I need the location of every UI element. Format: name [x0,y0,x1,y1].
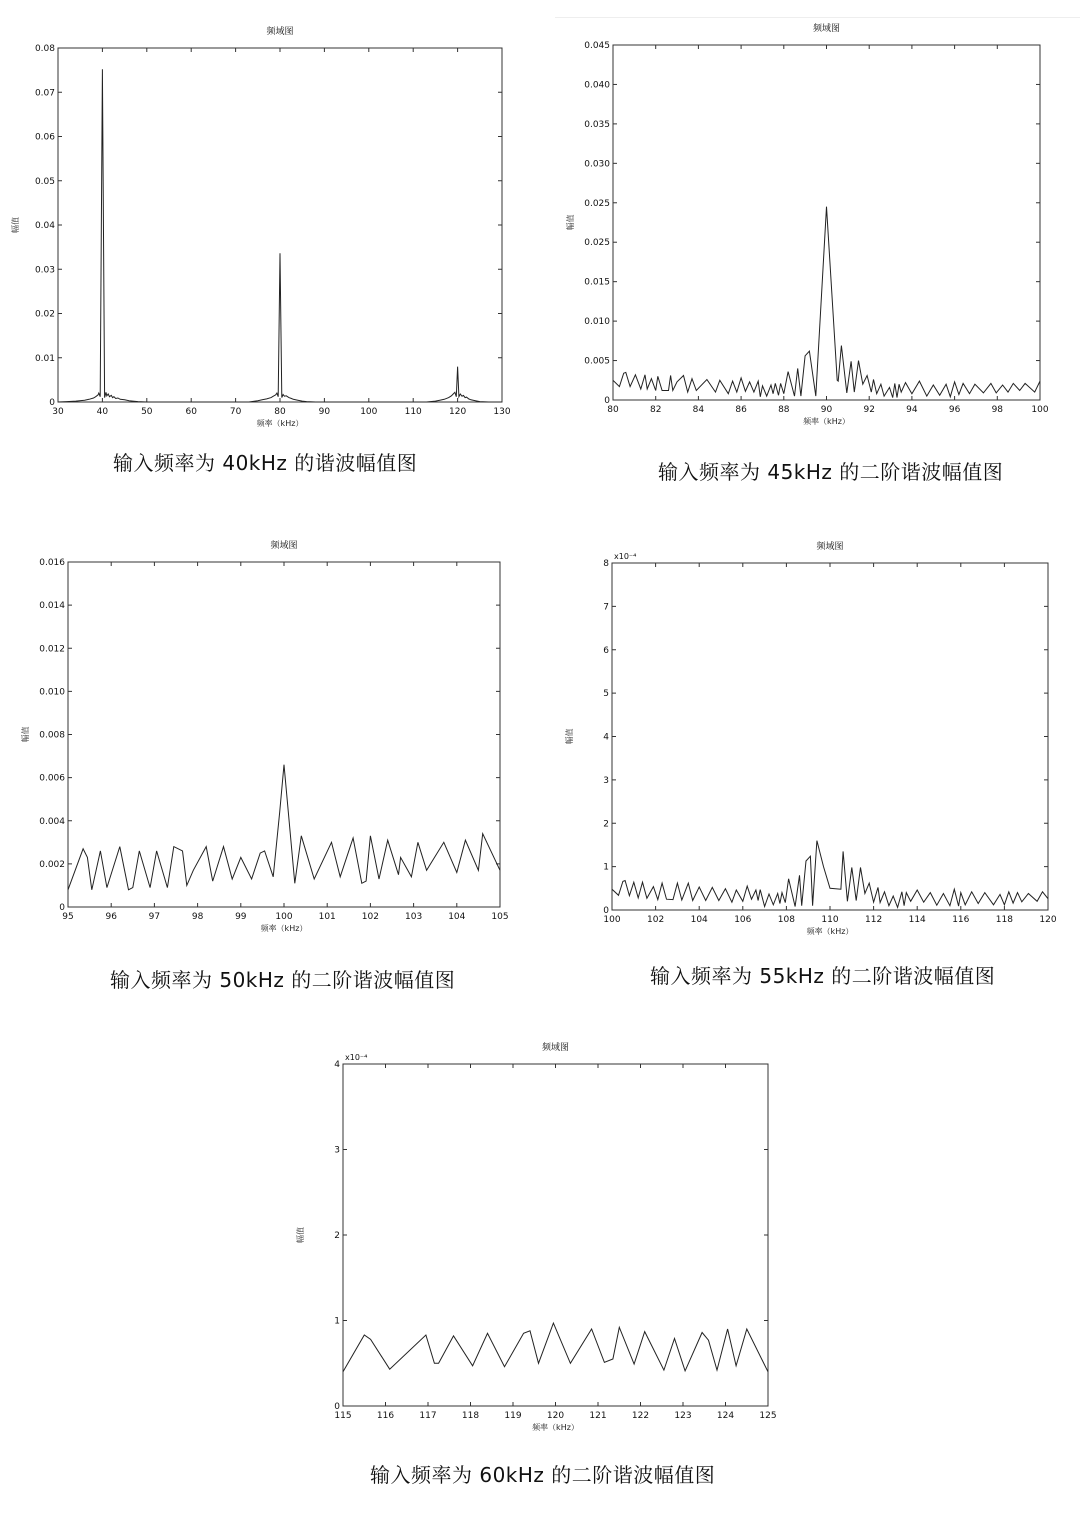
figure-caption: 输入频率为 55kHz 的二阶谐波幅值图 [650,964,996,988]
x-tick-label: 105 [491,912,509,922]
y-axis-label: 幅值 [21,726,30,743]
y-tick-label: 0.002 [39,859,65,870]
x-tick-label: 120 [449,407,467,417]
y-axis-label: 幅值 [565,728,574,745]
x-tick-label: 108 [777,915,795,925]
y-tick-label: 6 [603,645,609,656]
y-tick-label: 0.07 [34,88,55,99]
y-tick-label: 5 [603,689,609,700]
x-tick-label: 121 [589,1411,607,1421]
x-tick-label: 80 [274,407,286,417]
y-tick-label: 0.010 [584,317,610,328]
y-tick-label: 0.015 [584,277,610,288]
y-tick-label: 0.025 [584,238,610,249]
x-tick-label: 116 [376,1411,395,1421]
y-tick-label: 0.030 [584,159,610,170]
x-tick-label: 115 [334,1411,352,1421]
x-tick-label: 124 [716,1411,735,1421]
x-tick-label: 118 [461,1411,480,1421]
y-tick-label: 0.08 [34,44,55,54]
x-tick-label: 120 [1039,915,1057,925]
x-tick-label: 50 [141,407,153,417]
y-tick-label: 0.012 [39,644,65,655]
y-tick-label: 0.02 [34,309,55,320]
x-tick-label: 123 [674,1411,692,1421]
figure-caption: 输入频率为 40kHz 的谐波幅值图 [113,451,418,475]
plot-title: 频域图 [812,24,841,34]
x-tick-label: 90 [318,407,331,417]
x-tick-label: 60 [185,407,197,417]
y-tick-label: 0.06 [34,132,55,143]
x-tick-label: 30 [52,407,64,417]
x-axis-label: 频率（kHz） [532,1423,579,1432]
x-tick-label: 120 [546,1411,565,1421]
x-tick-label: 100 [360,407,378,417]
y-tick-label: 0.008 [39,730,65,741]
x-tick-label: 82 [649,405,662,415]
y-tick-label: 4 [334,1060,340,1070]
y-exponent-label: x10⁻⁴ [345,1053,368,1062]
x-tick-label: 100 [1031,405,1049,415]
x-tick-label: 112 [865,915,883,925]
y-axis-label: 幅值 [11,217,20,233]
y-tick-label: 0.006 [39,773,65,784]
y-tick-label: 0.035 [584,119,610,130]
y-tick-label: 0 [49,398,55,408]
y-tick-label: 1 [334,1316,340,1327]
x-axis-label: 频率（kHz） [803,417,850,426]
x-tick-label: 116 [952,915,970,925]
y-tick-label: 0.01 [34,353,55,364]
x-tick-label: 106 [734,915,752,925]
plot-frame [343,1064,768,1406]
x-axis-label: 频率（kHz） [260,924,308,933]
x-tick-label: 114 [908,915,926,925]
y-tick-label: 0.014 [39,601,65,612]
y-tick-label: 0.03 [34,265,55,276]
x-tick-label: 130 [493,407,511,417]
x-tick-label: 100 [275,912,293,922]
x-tick-label: 99 [235,912,247,922]
x-tick-label: 84 [692,405,705,415]
plot-title: 频域图 [266,27,294,37]
x-tick-label: 98 [991,405,1004,415]
y-tick-label: 0.016 [39,558,65,568]
y-tick-label: 0 [604,396,610,406]
x-tick-label: 104 [690,915,708,925]
x-tick-label: 97 [148,912,161,922]
y-tick-label: 8 [603,559,609,569]
x-tick-label: 122 [631,1411,650,1421]
y-tick-label: 1 [603,862,609,873]
x-tick-label: 90 [820,405,833,415]
x-tick-label: 119 [504,1411,522,1421]
y-tick-label: 0.045 [584,41,610,51]
y-tick-label: 0.025 [584,198,610,209]
x-tick-label: 118 [995,915,1013,925]
y-tick-label: 0 [59,903,65,913]
y-tick-label: 0.040 [584,80,610,91]
plot-title: 频域图 [541,1043,570,1053]
y-tick-label: 4 [603,732,609,743]
y-tick-label: 2 [334,1231,340,1241]
y-tick-label: 0.004 [39,816,65,827]
x-tick-label: 88 [778,405,790,415]
x-tick-label: 125 [759,1411,777,1421]
y-tick-label: 0.010 [39,687,65,698]
figure-caption: 输入频率为 60kHz 的二阶谐波幅值图 [370,1463,716,1487]
y-tick-label: 3 [603,775,609,786]
figure-caption: 输入频率为 45kHz 的二阶谐波幅值图 [658,460,1004,484]
x-tick-label: 98 [191,912,204,922]
x-tick-label: 102 [647,915,665,925]
y-axis-label: 幅值 [296,1227,305,1243]
x-axis-label: 频率（kHz） [806,927,854,936]
y-tick-label: 7 [603,602,609,613]
x-tick-label: 96 [105,912,117,922]
y-tick-label: 3 [334,1145,340,1156]
x-tick-label: 96 [948,405,961,415]
y-tick-label: 0.005 [584,356,610,367]
y-tick-label: 0 [334,1402,340,1412]
x-tick-label: 101 [318,912,336,922]
x-tick-label: 92 [863,405,875,415]
y-exponent-label: x10⁻⁴ [614,552,637,561]
y-tick-label: 0.04 [34,221,55,231]
figure-caption: 输入频率为 50kHz 的二阶谐波幅值图 [110,968,456,992]
x-tick-label: 104 [448,912,466,922]
x-tick-label: 117 [419,1411,437,1421]
y-tick-label: 0 [603,906,609,916]
y-axis-label: 幅值 [566,214,575,231]
x-tick-label: 102 [361,912,379,922]
x-tick-label: 80 [607,405,619,415]
y-tick-label: 2 [603,819,609,830]
plot-title: 频域图 [270,541,298,551]
x-tick-label: 103 [405,912,423,922]
x-tick-label: 86 [735,405,747,415]
x-axis-label: 频率（kHz） [256,419,304,428]
plot-title: 频域图 [816,542,844,552]
x-tick-label: 110 [821,915,839,925]
x-tick-label: 40 [96,407,109,417]
x-tick-label: 100 [603,915,621,925]
x-tick-label: 110 [404,407,422,417]
x-tick-label: 94 [906,405,918,415]
y-tick-label: 0.05 [34,176,55,187]
x-tick-label: 95 [62,912,74,922]
x-tick-label: 70 [229,407,242,417]
